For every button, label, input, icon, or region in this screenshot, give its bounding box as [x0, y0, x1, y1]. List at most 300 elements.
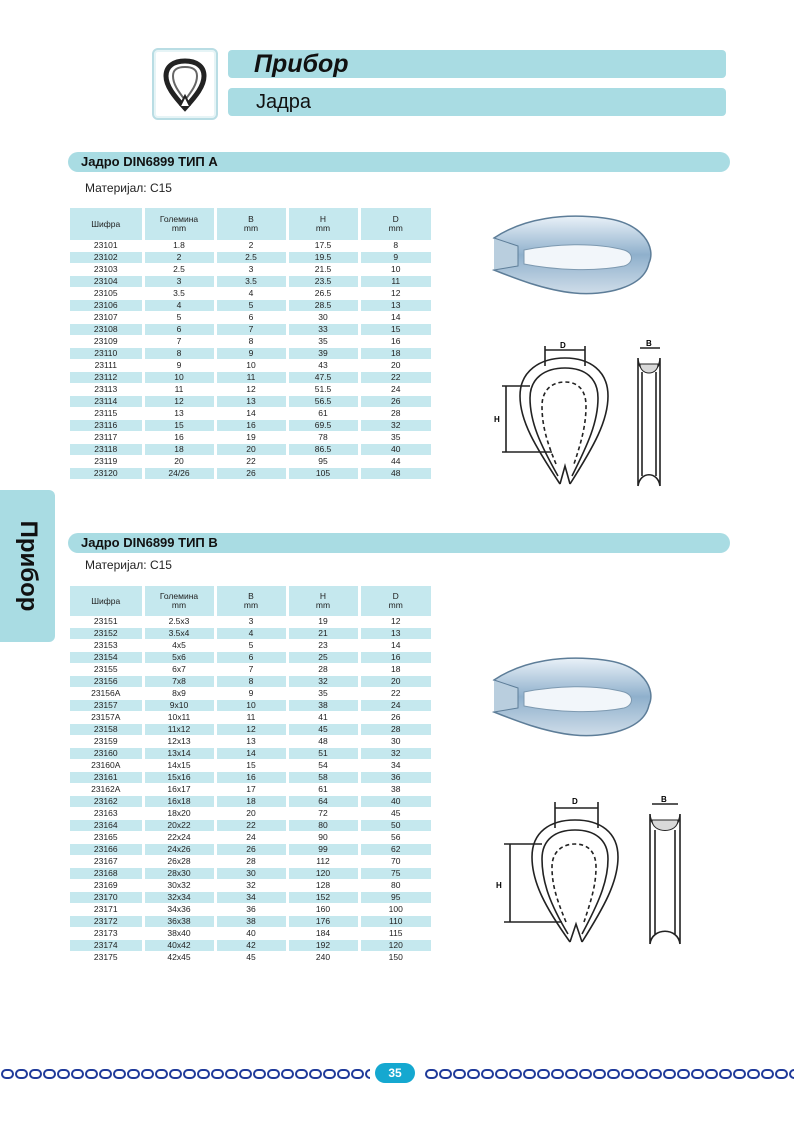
table-cell: 23170 — [70, 892, 143, 904]
table-cell: 33 — [287, 324, 359, 336]
table-cell: 20 — [359, 676, 431, 688]
table-cell: 62 — [359, 844, 431, 856]
table-row — [70, 772, 431, 784]
table-cell: 70 — [359, 856, 431, 868]
column-header: Големина mm — [143, 586, 215, 616]
table-cell: 23114 — [70, 396, 143, 408]
table-row — [70, 396, 431, 408]
table-cell: 23151 — [70, 616, 143, 628]
table-row — [70, 628, 431, 640]
table-cell: 14 — [215, 748, 287, 760]
table-cell: 22x24 — [143, 832, 215, 844]
table-cell: 23155 — [70, 664, 143, 676]
table-cell: 48 — [359, 468, 431, 480]
table-cell: 23159 — [70, 736, 143, 748]
table-cell: 23120 — [70, 468, 143, 480]
table-cell: 22 — [215, 456, 287, 468]
chain-link — [776, 1070, 787, 1078]
chain-link — [240, 1070, 251, 1078]
table-cell: 13 — [143, 408, 215, 420]
chain-link — [366, 1070, 370, 1078]
table-cell: 23160 — [70, 748, 143, 760]
table-cell: 14 — [359, 312, 431, 324]
table-cell: 15 — [215, 760, 287, 772]
chain-link — [72, 1070, 83, 1078]
table-cell: 23104 — [70, 276, 143, 288]
table-cell: 13 — [215, 396, 287, 408]
table-cell: 34 — [359, 760, 431, 772]
table-cell: 12 — [143, 396, 215, 408]
table-cell: 32 — [359, 420, 431, 432]
table-row — [70, 336, 431, 348]
table-cell: 38x40 — [143, 928, 215, 940]
table-cell: 16x18 — [143, 796, 215, 808]
table-cell: 95 — [287, 456, 359, 468]
table-row — [70, 432, 431, 444]
section-b-title: Јадро DIN6899 ТИП В — [68, 533, 730, 553]
table-cell: 21.5 — [287, 264, 359, 276]
table-cell: 26 — [215, 468, 287, 480]
table-cell: 32 — [359, 748, 431, 760]
table-cell: 86.5 — [287, 444, 359, 456]
table-cell: 22 — [359, 372, 431, 384]
table-cell: 12 — [215, 724, 287, 736]
table-cell: 23115 — [70, 408, 143, 420]
table-cell: 11 — [215, 372, 287, 384]
chain-link — [86, 1070, 97, 1078]
table-cell: 3.5 — [143, 288, 215, 300]
table-cell: 15x16 — [143, 772, 215, 784]
table-cell: 56.5 — [287, 396, 359, 408]
table-cell: 6x7 — [143, 664, 215, 676]
table-cell: 72 — [287, 808, 359, 820]
table-cell: 38 — [287, 700, 359, 712]
table-cell: 28 — [287, 664, 359, 676]
table-cell: 8 — [215, 676, 287, 688]
table-cell: 20 — [215, 808, 287, 820]
thimble-diagram-a — [490, 336, 680, 496]
table-cell: 80 — [359, 880, 431, 892]
section-b-table — [70, 586, 431, 964]
table-cell: 1.8 — [143, 240, 215, 252]
table-cell: 24 — [359, 384, 431, 396]
table-cell: 18 — [215, 796, 287, 808]
table-cell: 8x9 — [143, 688, 215, 700]
table-cell: 32 — [287, 676, 359, 688]
table-cell: 3 — [143, 276, 215, 288]
table-cell: 9 — [215, 348, 287, 360]
table-cell: 176 — [287, 916, 359, 928]
chain-link — [30, 1070, 41, 1078]
table-cell: 115 — [359, 928, 431, 940]
chain-link — [212, 1070, 223, 1078]
table-cell: 23171 — [70, 904, 143, 916]
table-cell: 17.5 — [287, 240, 359, 252]
table-cell: 3.5x4 — [143, 628, 215, 640]
table-cell: 9x10 — [143, 700, 215, 712]
table-cell: 26 — [215, 844, 287, 856]
side-tab-label: Прибор — [14, 520, 42, 612]
table-cell: 13x14 — [143, 748, 215, 760]
table-cell: 95 — [359, 892, 431, 904]
table-cell: 30 — [287, 312, 359, 324]
table-cell: 23 — [287, 640, 359, 652]
column-header: B mm — [215, 586, 287, 616]
table-cell: 11 — [215, 712, 287, 724]
table-cell: 30 — [359, 736, 431, 748]
table-row — [70, 420, 431, 432]
table-row — [70, 856, 431, 868]
chain-link — [268, 1070, 279, 1078]
diagram-a-h-label: H — [494, 415, 500, 424]
chain-link — [226, 1070, 237, 1078]
chain-link — [58, 1070, 69, 1078]
chain-link — [734, 1070, 745, 1078]
table-cell: 17 — [215, 784, 287, 796]
table-cell: 23167 — [70, 856, 143, 868]
table-cell: 75 — [359, 868, 431, 880]
table-cell: 45 — [215, 952, 287, 964]
table-cell: 45 — [287, 724, 359, 736]
table-row — [70, 348, 431, 360]
page-subtitle: Јадра — [228, 88, 726, 116]
table-cell: 32x34 — [143, 892, 215, 904]
table-cell: 10 — [215, 360, 287, 372]
table-cell: 23156A — [70, 688, 143, 700]
table-cell: 4 — [215, 288, 287, 300]
table-cell: 23163 — [70, 808, 143, 820]
chain-link — [524, 1070, 535, 1078]
table-cell: 20 — [143, 456, 215, 468]
table-cell: 54 — [287, 760, 359, 772]
table-cell: 35 — [287, 336, 359, 348]
table-cell: 120 — [359, 940, 431, 952]
table-cell: 150 — [359, 952, 431, 964]
table-cell: 5x6 — [143, 652, 215, 664]
table-cell: 2.5 — [143, 264, 215, 276]
table-row — [70, 408, 431, 420]
table-cell: 10 — [143, 372, 215, 384]
diagram-b-b-label: B — [661, 795, 667, 804]
table-cell: 25 — [287, 652, 359, 664]
table-cell: 8 — [359, 240, 431, 252]
table-cell: 58 — [287, 772, 359, 784]
table-cell: 13 — [359, 300, 431, 312]
table-row — [70, 904, 431, 916]
chain-link — [678, 1070, 689, 1078]
table-cell: 69.5 — [287, 420, 359, 432]
table-cell: 12 — [359, 288, 431, 300]
section-a-material: Материјал: С15 — [85, 181, 172, 195]
table-row — [70, 760, 431, 772]
chain-link — [16, 1070, 27, 1078]
table-cell: 23111 — [70, 360, 143, 372]
table-row — [70, 724, 431, 736]
table-cell: 19 — [287, 616, 359, 628]
column-header: H mm — [287, 586, 359, 616]
table-cell: 13 — [215, 736, 287, 748]
table-cell: 23162A — [70, 784, 143, 796]
table-cell: 23157A — [70, 712, 143, 724]
header-icon-box — [152, 48, 218, 120]
table-cell: 28 — [359, 724, 431, 736]
table-cell: 6 — [215, 652, 287, 664]
table-cell: 23118 — [70, 444, 143, 456]
table-cell: 34x36 — [143, 904, 215, 916]
table-cell: 51.5 — [287, 384, 359, 396]
table-cell: 23174 — [70, 940, 143, 952]
table-cell: 22 — [215, 820, 287, 832]
thimble-diagram-b — [490, 792, 690, 952]
table-row — [70, 736, 431, 748]
page-title: Прибор — [228, 50, 726, 78]
chain-link — [156, 1070, 167, 1078]
table-row — [70, 288, 431, 300]
table-row — [70, 916, 431, 928]
table-cell: 120 — [287, 868, 359, 880]
table-cell: 30x32 — [143, 880, 215, 892]
column-header: Шифра — [70, 586, 143, 616]
table-cell: 23154 — [70, 652, 143, 664]
table-cell: 23107 — [70, 312, 143, 324]
table-cell: 23164 — [70, 820, 143, 832]
table-cell: 110 — [359, 916, 431, 928]
table-cell: 23168 — [70, 868, 143, 880]
chain-link — [100, 1070, 111, 1078]
table-cell: 105 — [287, 468, 359, 480]
table-row — [70, 360, 431, 372]
table-cell: 34 — [215, 892, 287, 904]
chain-link — [510, 1070, 521, 1078]
table-cell: 28 — [215, 856, 287, 868]
table-cell: 36x38 — [143, 916, 215, 928]
table-row — [70, 940, 431, 952]
table-cell: 42x45 — [143, 952, 215, 964]
table-row — [70, 240, 431, 252]
table-cell: 7x8 — [143, 676, 215, 688]
table-cell: 7 — [143, 336, 215, 348]
table-cell: 12 — [215, 384, 287, 396]
table-cell: 23112 — [70, 372, 143, 384]
table-row — [70, 952, 431, 964]
table-row — [70, 748, 431, 760]
table-cell: 3.5 — [215, 276, 287, 288]
table-cell: 5 — [215, 640, 287, 652]
chain-link — [142, 1070, 153, 1078]
table-cell: 23103 — [70, 264, 143, 276]
table-cell: 2 — [215, 240, 287, 252]
table-cell: 5 — [143, 312, 215, 324]
table-cell: 23166 — [70, 844, 143, 856]
table-cell: 26.5 — [287, 288, 359, 300]
table-cell: 26x28 — [143, 856, 215, 868]
table-row — [70, 820, 431, 832]
table-cell: 28.5 — [287, 300, 359, 312]
chain-link — [552, 1070, 563, 1078]
chain-link — [426, 1070, 437, 1078]
chain-link — [622, 1070, 633, 1078]
chain-link — [296, 1070, 307, 1078]
table-cell: 15 — [143, 420, 215, 432]
diagram-a-b-label: B — [646, 339, 652, 348]
chain-link — [338, 1070, 349, 1078]
diagram-b-h-label: H — [496, 881, 502, 890]
table-cell: 44 — [359, 456, 431, 468]
chain-link — [496, 1070, 507, 1078]
table-cell: 24 — [359, 700, 431, 712]
table-cell: 38 — [215, 916, 287, 928]
table-cell: 30 — [215, 868, 287, 880]
column-header: D mm — [359, 208, 431, 240]
table-cell: 9 — [143, 360, 215, 372]
table-cell: 16 — [215, 772, 287, 784]
table-cell: 99 — [287, 844, 359, 856]
table-cell: 61 — [287, 408, 359, 420]
chain-link — [352, 1070, 363, 1078]
table-row — [70, 324, 431, 336]
table-cell: 19 — [215, 432, 287, 444]
table-cell: 12 — [359, 616, 431, 628]
table-cell: 14 — [359, 640, 431, 652]
table-cell: 36 — [359, 772, 431, 784]
table-cell: 11 — [359, 276, 431, 288]
table-cell: 40 — [359, 444, 431, 456]
table-cell: 14x15 — [143, 760, 215, 772]
column-header: B mm — [215, 208, 287, 240]
table-row — [70, 892, 431, 904]
chain-link — [440, 1070, 451, 1078]
table-cell: 23109 — [70, 336, 143, 348]
table-cell: 40 — [215, 928, 287, 940]
column-header: Големина mm — [143, 208, 215, 240]
table-row — [70, 312, 431, 324]
table-cell: 35 — [287, 688, 359, 700]
table-cell: 23175 — [70, 952, 143, 964]
table-row — [70, 928, 431, 940]
section-a-table — [70, 208, 431, 480]
table-row — [70, 664, 431, 676]
table-cell: 35 — [359, 432, 431, 444]
table-cell: 2.5 — [215, 252, 287, 264]
table-row — [70, 808, 431, 820]
table-cell: 6 — [215, 312, 287, 324]
chain-link — [636, 1070, 647, 1078]
chain-link — [128, 1070, 139, 1078]
table-row — [70, 832, 431, 844]
table-cell: 38 — [359, 784, 431, 796]
table-cell: 4x5 — [143, 640, 215, 652]
table-row — [70, 700, 431, 712]
table-cell: 50 — [359, 820, 431, 832]
chain-link — [184, 1070, 195, 1078]
table-cell: 18 — [359, 664, 431, 676]
table-row — [70, 712, 431, 724]
chain-link — [664, 1070, 675, 1078]
table-cell: 23158 — [70, 724, 143, 736]
side-tab — [0, 490, 55, 642]
table-cell: 56 — [359, 832, 431, 844]
table-row — [70, 444, 431, 456]
table-row — [70, 300, 431, 312]
chain-decoration-right — [424, 1068, 794, 1080]
chain-link — [706, 1070, 717, 1078]
table-cell: 23160A — [70, 760, 143, 772]
table-cell: 80 — [287, 820, 359, 832]
chain-link — [538, 1070, 549, 1078]
chain-link — [566, 1070, 577, 1078]
table-cell: 23102 — [70, 252, 143, 264]
chain-link — [692, 1070, 703, 1078]
table-row — [70, 384, 431, 396]
chain-link — [310, 1070, 321, 1078]
table-cell: 23117 — [70, 432, 143, 444]
table-cell: 23101 — [70, 240, 143, 252]
table-row — [70, 868, 431, 880]
table-cell: 23169 — [70, 880, 143, 892]
table-cell: 9 — [359, 252, 431, 264]
table-row — [70, 264, 431, 276]
table-cell: 23173 — [70, 928, 143, 940]
chain-link — [650, 1070, 661, 1078]
column-header: D mm — [359, 586, 431, 616]
chain-link — [454, 1070, 465, 1078]
table-row — [70, 784, 431, 796]
table-cell: 16 — [215, 420, 287, 432]
table-cell: 18x20 — [143, 808, 215, 820]
table-cell: 23106 — [70, 300, 143, 312]
table-cell: 41 — [287, 712, 359, 724]
table-cell: 51 — [287, 748, 359, 760]
chain-link — [198, 1070, 209, 1078]
table-row — [70, 616, 431, 628]
table-cell: 23162 — [70, 796, 143, 808]
thimble-photo-a — [484, 208, 664, 308]
chain-link — [594, 1070, 605, 1078]
table-cell: 20x22 — [143, 820, 215, 832]
chain-link — [170, 1070, 181, 1078]
table-cell: 90 — [287, 832, 359, 844]
table-cell: 3 — [215, 264, 287, 276]
table-cell: 184 — [287, 928, 359, 940]
table-cell: 20 — [215, 444, 287, 456]
chain-link — [762, 1070, 773, 1078]
page-number: 35 — [375, 1063, 415, 1083]
table-cell: 4 — [215, 628, 287, 640]
table-cell: 40x42 — [143, 940, 215, 952]
table-cell: 18 — [359, 348, 431, 360]
chain-link — [720, 1070, 731, 1078]
table-cell: 78 — [287, 432, 359, 444]
table-cell: 240 — [287, 952, 359, 964]
chain-link — [748, 1070, 759, 1078]
chain-link — [468, 1070, 479, 1078]
table-cell: 13 — [359, 628, 431, 640]
table-cell: 6 — [143, 324, 215, 336]
table-cell: 28 — [359, 408, 431, 420]
chain-link — [324, 1070, 335, 1078]
table-cell: 28x30 — [143, 868, 215, 880]
table-row — [70, 688, 431, 700]
table-row — [70, 252, 431, 264]
column-header: H mm — [287, 208, 359, 240]
section-a-title: Јадро DIN6899 ТИП А — [68, 152, 730, 172]
table-cell: 32 — [215, 880, 287, 892]
table-cell: 23152 — [70, 628, 143, 640]
table-cell: 152 — [287, 892, 359, 904]
thimble-icon — [160, 56, 210, 112]
table-cell: 16x17 — [143, 784, 215, 796]
table-cell: 9 — [215, 688, 287, 700]
